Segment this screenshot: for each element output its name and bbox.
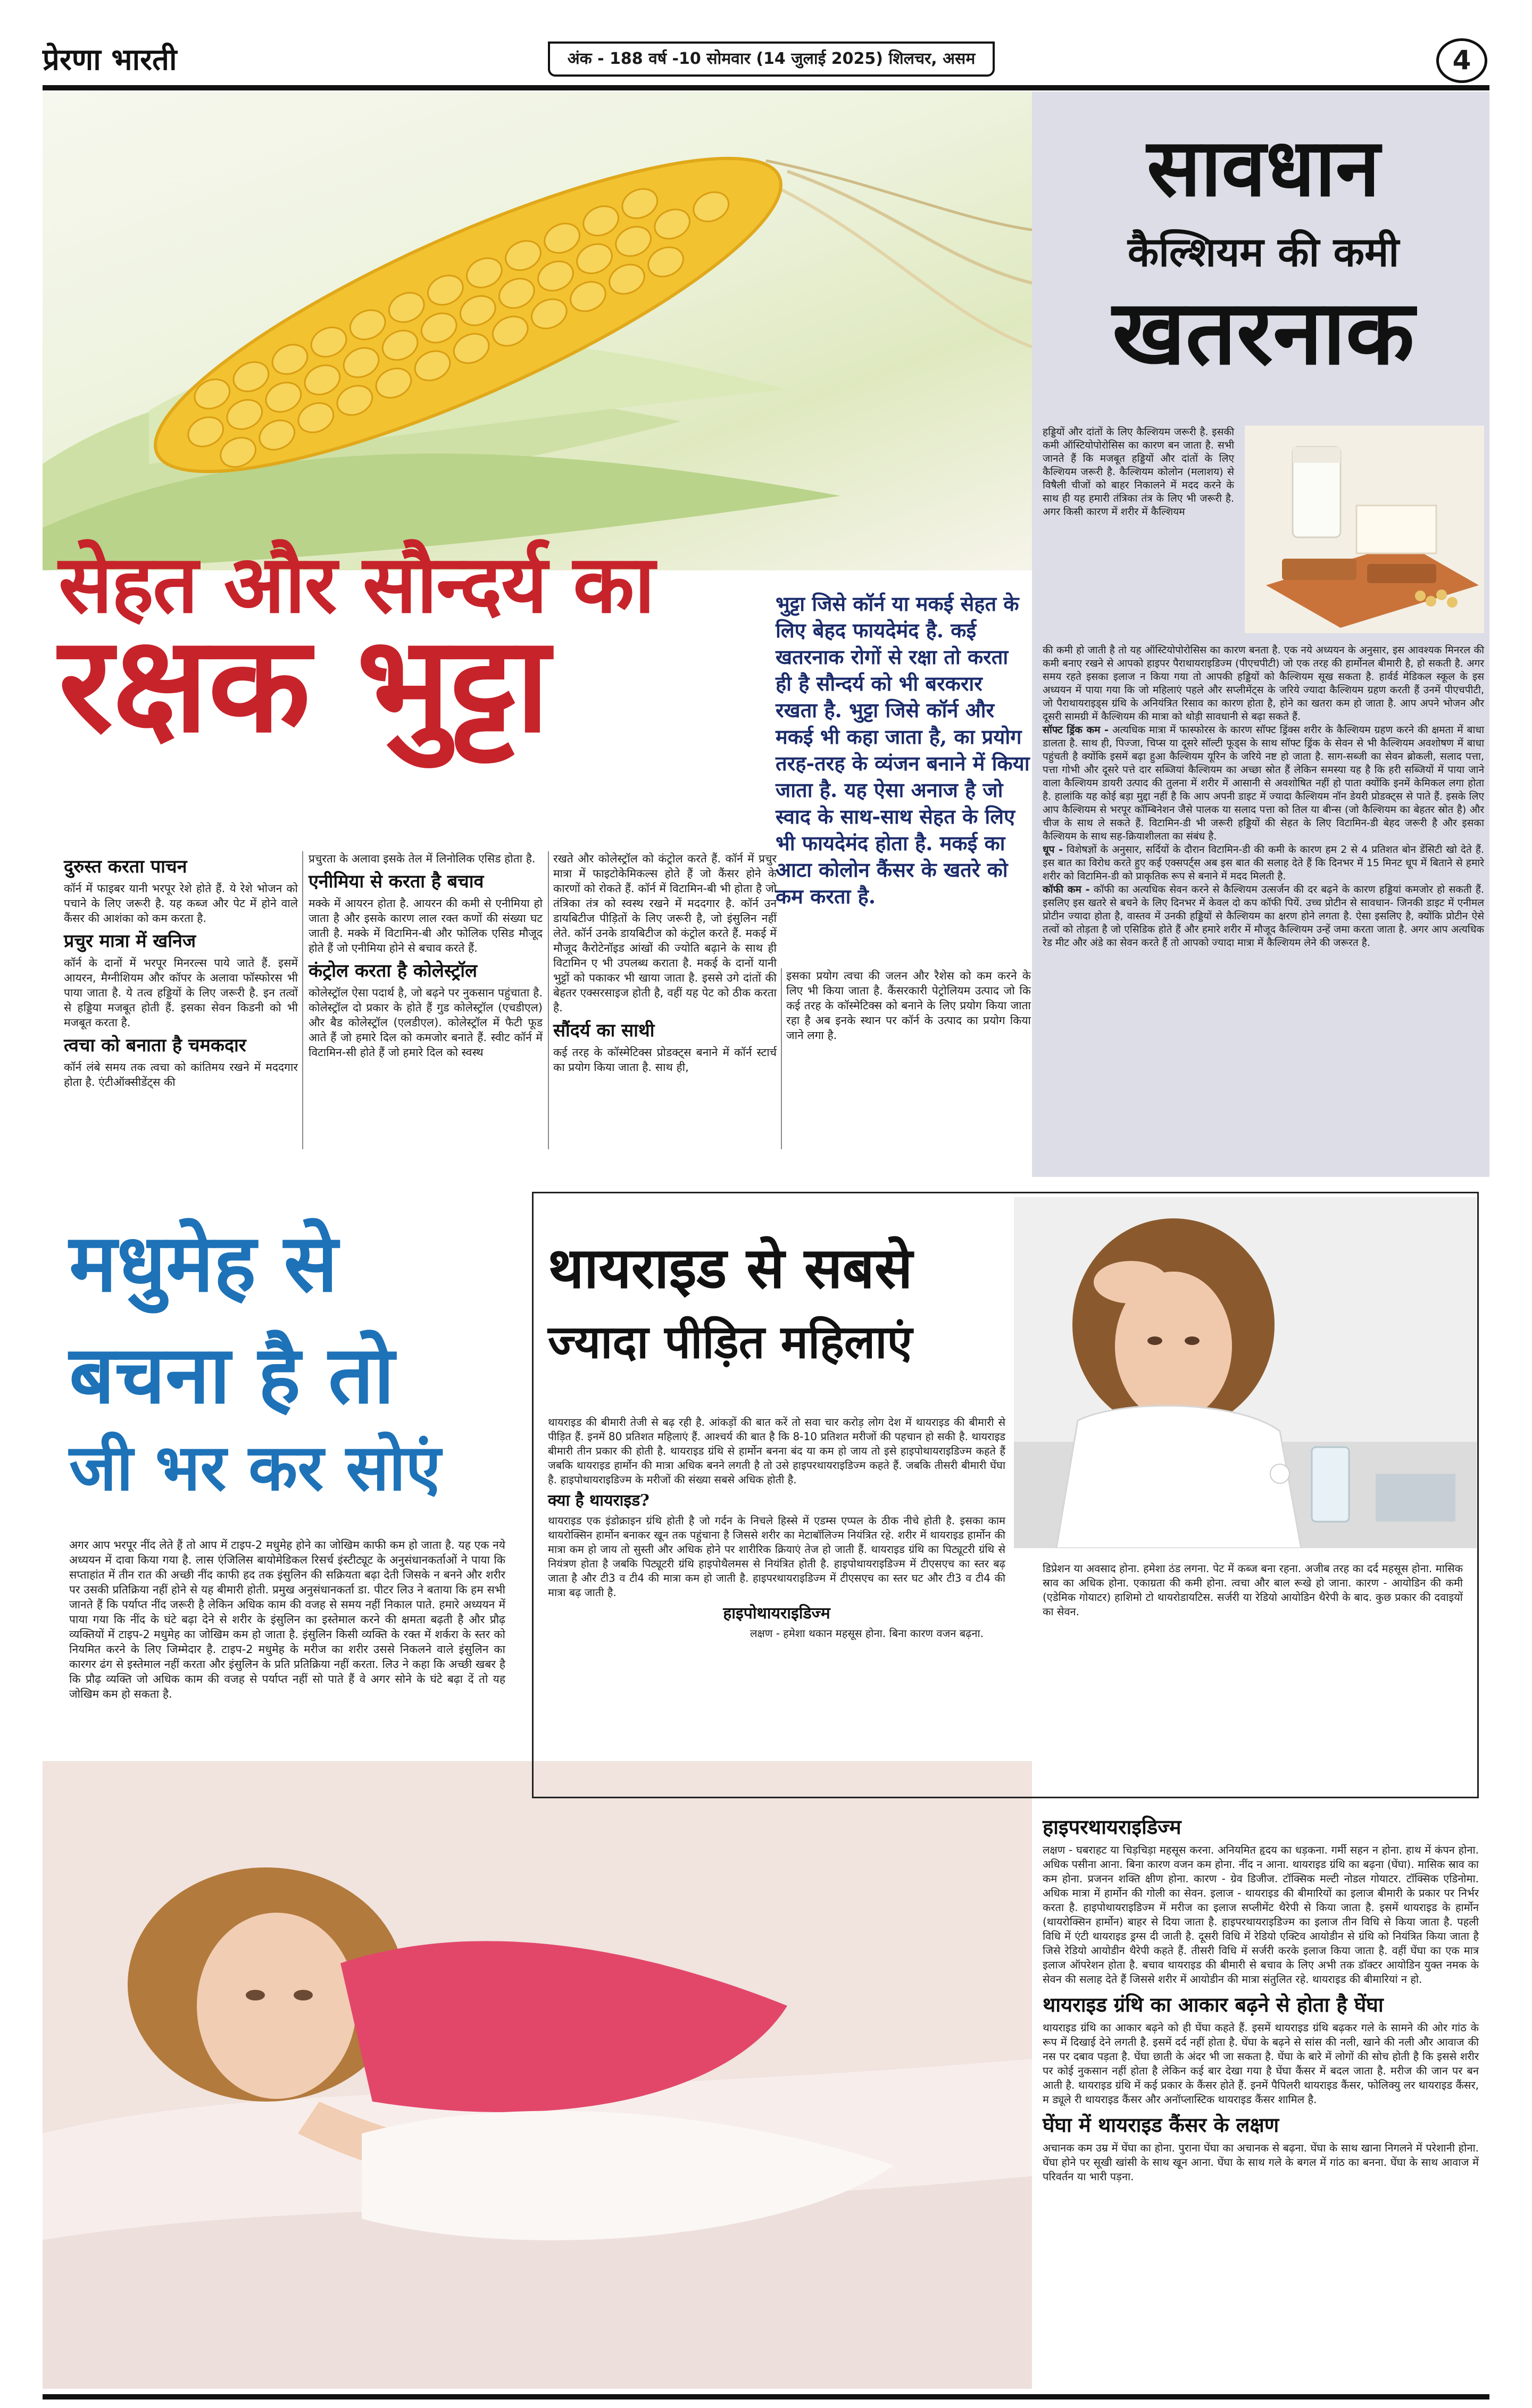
page-number: 4: [1436, 38, 1487, 83]
masthead: [0, 0, 1532, 85]
column-divider: [781, 968, 782, 1149]
diabetes-paragraph: अगर आप भरपूर नींद लेते हैं तो आप में टाइप-2 मधुमेह होने का जोखिम काफी कम हो जाता है. यह एक नये अध्ययन में दावा किया गया है. लास एंजिलिस बायोमेडिकल रिसर्च इंस्टीट्यूट के अनुसंधानकर्ताओं ने पाया कि सप्ताहांत में तीन रात की अच्छी नींद काफी हद तक इंसुलिन की सक्रियता बढ़ा देती जिसके न बनने और शरीर पर उसकी प्रतिक्रिया नहीं होने से यह बीमारी होती. प्रमुख अनुसंधानकर्ता डा. पीटर लिउ ने बताया कि हम सभी जानते हैं कि पर्याप्त नींद जरूरी है लेकिन अधिक काम की वजह से समय नहीं निकाल पाते. हमारे अध्ययन में पाया गया कि नींद के घंटे बढ़ा देने से शरीर के इंसुलिन का इस्तेमाल करने की क्षमता बढ़ती है और प्रौढ़ व्यक्तियों में टाइप-2 मधुमेह का जोखिम कम हो जाता है. इंसुलिन किसी व्यक्ति के रक्त में शर्करा के स्तर को नियमित करने के लिए जिम्मेदार है. टाइप-2 मधुमेह के मरीज का शरीर उससे निकलने वाले इंसुलिन का कारगर ढंग से इस्तेमाल नहीं करता और इंसुलिन के प्रति प्रतिक्रिया नहीं करता. लिउ ने कहा कि अच्छी खबर है कि प्रौढ़ व्यक्ति जो अधिक काम की वजह से पर्याप्त नहीं सो पाते हैं वे अगर सोने के घंटे बढ़ा दें तो यह जोखिम कम हो सकता है.: [69, 1539, 505, 1700]
thyroid-column-2: [1043, 1562, 1463, 1619]
diabetes-headline-3: जी भर कर सोएं: [69, 1431, 441, 1505]
thyroid-column-1: [548, 1415, 1005, 1641]
calcium-paragraph: विशेषज्ञों के अनुसार, सर्दियों के दौरान विटामिन-डी की कमी के कारण हम 2 से 4 प्रतिशत बोन डेंसिटी खो देते हैं. इस बात का विरोध करते हुए कई एक्सपर्ट्स अब इस बात की सलाह देते हैं कि दिनभर में 15 मिनट धूप में बिताने से हमारे शरीर को विटामिन-डी को प्राकृतिक रूप से बनाने में मदद मिलती है.: [1043, 844, 1484, 882]
thyroid-paragraph: लक्षण - घबराहट या चिड़चिड़ा महसूस करना. अनियमित हृदय का धड़कना. गर्मी सहन न होना. हाथ में कंपन होना. अधिक पसीना आना. बिना कारण वजन कम होना. नींद न आना. थायराइड ग्रंथि का बढ़ना (घेंघा). मासिक स्राव का कम होना. प्रजनन शक्ति क्षीण होना. कारण - ग्रेव डिजीज. टॉक्सिक मल्टी नोडल गोयाटर. टॉक्सिक एडिनोमा. अधिक मात्रा में हार्मोन की गोली का सेवन. इलाज - थायराइड की बीमारियों का इलाज बीमारी के प्रकार पर निर्भर करता है. हाइपोथायराइडिज्म में मरीज का इलाज सप्लीमेंट थैरेपी से किया जाता है. इसमें थायराइड के हार्मोन (थायरोक्सिन हार्मोन) बाहर से दिया जाता है. हाइपरथायराइडिज्म का इलाज तीन विधि से किया जाता है. पहली विधि में एंटी थायराइड ड्रग्स दी जाती है. दूसरी विधि में रेडियो एक्टिव आयोडीन से ग्रंथि को नियंत्रित किया जाता है जिसे रेडियो आयोडीन थैरेपी कहते हैं. तीसरी विधि में सर्जरी करके इलाज किया जाता है. वहीं घेंघा का एक मात्र इलाज ऑपरेशन होता है. बचाव थायराइड की बीमारी से बचाव के लिए अभी तक डॉक्टर आयोडिन युक्त नमक के सेवन की सलाह देते हैं जिससे शरीर में आयोडीन की मात्रा संतुलित रहे. थायराइड की बीमारियां न हो.: [1043, 1844, 1479, 1986]
calcium-paragraph: अत्यधिक मात्रा में फास्फोरस के कारण सॉफ्ट ड्रिंक्स शरीर के कैल्शियम ग्रहण करने की क्षमता में बाधा डालता है. साथ ही, पिज्जा, चिप्स या दूसरे सॉल्टी फूड्स के साथ सॉफ्ट ड्रिंक के सेवन से भी कैल्शियम अवशोषण में बाधा पहुंचती है क्योंकि इसमें बढ़ा हुआ कैल्शियम यूरिन के जरिये नष्ट हो जाता है. साग-सब्जी का सेवन ब्रोकली, सलाद पत्ता, पत्ता गोभी और दूसरे पत्ते दार सब्जियां कैल्शियम का अच्छा स्रोत हैं लेकिन समस्या यह है कि हरी सब्जियों में पाया जाने वाला कैल्शियम डायरी उत्पाद की तुलना में शरीर में आसानी से अवशोषित नहीं हो पाता क्योंकि इनमें केमिकल लगा होता है. हालांकि यह कोई बड़ा मुद्दा नहीं है कि आप अपनी डाइट में ज्यादा कैल्शियम नॉन डेयरी प्रोडक्ट्स से पाते हैं. इसके लिए आप कैल्शियम से भरपूर कॉम्बिनेशन जैसे पालक या सलाद पत्ता को तिल या बीन्स (जो कैल्शियम का बेहतर स्रोत है) और चीज के साथ ले सकते हैं. विटामिन-डी भी जरूरी हड्डियों की सेहत के लिए विटामिन-डी बेहद जरूरी है और इसका कैल्शियम के साथ सह-क्रियाशीलता का संबंध है.: [1043, 724, 1484, 842]
calcium-paragraph: हड्डियों और दांतों के लिए कैल्शियम जरूरी है. इसकी कमी ऑस्टियोपोरोसिस का कारण बन जाता है. सभी जानते हैं कि मजबूत हड्डियों और दांतों के लिए कैल्शियम जरूरी है. कैल्शियम कोलोन (मलाशय) से विषैली चीजों को बाहर निकालने में मदद करने के साथ ही यह हमारी तंत्रिका तंत्र के लिए भी जरूरी है. अगर किसी कारण में शरीर में कैल्शियम: [1043, 426, 1234, 518]
calcium-body-column: [1043, 644, 1484, 950]
column-divider: [548, 851, 549, 1149]
top-rule: [43, 85, 1489, 90]
thyroid-woman-photo: [1014, 1197, 1477, 1548]
sleeping-woman-photo: [43, 1761, 1032, 2389]
corn-subheading: एनीमिया से करता है बचाव: [309, 871, 484, 892]
thyroid-paragraph: डिप्रेशन या अवसाद होना. हमेशा ठंड लगना. पेट में कब्ज बना रहना. अजीब तरह का दर्द महसूस होना. मासिक स्राव का अधिक होना. एकाग्रता की कमी होना. त्वचा और बाल रूखे हो जाना. कारण - आयोडिन की कमी (एडेमिक गोयाटर) हाशिमो टो थायरोडायटिस. सर्जरी या रेडियो आयोडिन थैरेपी के बाद. कुछ प्रकार की दवाइयों का सेवन.: [1043, 1562, 1463, 1618]
milk-cheese-illustration: [1245, 426, 1484, 633]
calcium-label: कॉफी कम -: [1043, 884, 1090, 895]
thyroid-subheading: थायराइड ग्रंथि का आकार बढ़ने से होता है घेंघा: [1043, 1992, 1384, 2016]
bottom-rule: [43, 2394, 1489, 2399]
calcium-label: धूप -: [1043, 844, 1063, 856]
thyroid-paragraph: थायराइड एक इंडोक्राइन ग्रंथि होती है जो गर्दन के निचले हिस्से में एडम्स एप्पल के ठीक नीचे होती है. इसका काम थायरोक्सिन हार्मोन बनाकर खून तक पहुंचाना है जिससे शरीर का मेटाबॉलिज्म नियंत्रित रहे. शरीर में थायराइड हार्मोन की मात्रा कम हो जाय तो सुस्ती और अधिक होने पर शारीरिक क्रियाएं तेज हो जाती हैं. थायराइड ग्रंथि का पिट्यूटरी ग्रंथि से नियंत्रण होता है जबकि पिट्यूटरी ग्रंथि हाइपोथैलमस से नियंत्रित होती है. हाइपोथायराइडिज्म में टीएसएच का स्तर बढ़ जाता है और टी3 व टी4 की मात्रा कम हो जाती है. हाइपरथायराइडिज्म में टीएसएच का स्तर घट और टी3 व टी4 की मात्रा बढ़ जाती है.: [548, 1514, 1005, 1599]
corn-paragraph: कॉर्न लंबे समय तक त्वचा को कांतिमय रखने में मददगार होता है. एंटीऑक्सीडेंट्स की: [64, 1061, 298, 1089]
thyroid-column-3: [1043, 1809, 1479, 2184]
thyroid-subheading: हाइपोथायराइडिज्म: [723, 1604, 830, 1623]
calcium-paragraph: कॉफी का अत्यधिक सेवन करने से कैल्शियम उत्सर्जन की दर बढ़ने के कारण हड्डियां कमजोर हो सकती हैं. इसलिए इस खतरे से बचने के लिए दिनभर में केवल दो कप कॉफी पियें. उच्च प्रोटीन से सावधान- जिनकी डाइट में एनीमल प्रोटीन ज्यादा होता है, वास्तव में उनकी हड्डियों से कैल्शियम का क्षरण होने लगता है. ऐसा इसलिए है, क्योंकि प्रोटीन ऐसे तत्वों को तोड़ता है जो एसिडिक होते हैं और हमारे शरीर में मौजूद कैल्शियम उन्हें जमा करता जाता है. अगर आप अत्यधिक रेड मीट और अंडे का सेवन करते हैं तो आपको ज्यादा मात्रा में कैल्शियम लेने की जरूरत है.: [1043, 884, 1484, 949]
calcium-headline-3: खतरनाक: [1112, 279, 1414, 385]
calcium-headline-2: कैल्शियम की कमी: [1127, 228, 1400, 276]
calcium-label: सॉफ्ट ड्रिंक कम -: [1043, 724, 1109, 736]
thyroid-subheading: हाइपरथायराइडिज्म: [1043, 1815, 1181, 1839]
corn-subheading: त्वचा को बनाता है चमकदार: [64, 1035, 246, 1056]
calcium-intro-column: [1043, 426, 1234, 519]
corn-paragraph: कई तरह के कॉस्मेटिक्स प्रोडक्ट्स बनाने में कॉर्न स्टार्च का प्रयोग किया जाता है. साथ ही,: [553, 1046, 777, 1074]
thyroid-paragraph: लक्षण - हमेशा थकान महसूस होना. बिना कारण वजन बढ़ना.: [750, 1627, 984, 1640]
corn-column-1: [64, 851, 298, 1090]
corn-subheading: प्रचुर मात्रा में खनिज: [64, 931, 196, 952]
thyroid-paragraph: थायराइड ग्रंथि का आकार बढ़ने को ही घेंघा कहते हैं. इसमें थायराइड ग्रंथि बढ़कर गले के सामने की ओर गांठ के रूप में दिखाई देने लगती है. इसमें दर्द नहीं होता है. घेंघा के बढ़ने से सांस की नली, खाने की नली और आवाज की नस पर दबाव पड़ता है. घेंघा छाती के अंदर भी जा सकता है. घेंघा के बारे में लोगों की सोच होती है कि इससे शरीर पर कोई नुकसान नहीं होता है लेकिन कई बार देखा गया है घेंघा कैंसर में बदल जाता है. मरीज की जान पर बन आती है. थायराइड ग्रंथि में कई प्रकार के कैंसर होते हैं. इनमें पैपिलरी थायराइड कैंसर, फोलिक्यु लर थायराइड कैंसर, म ड्यूले री थायराइड कैंसर और अनॉप्लास्टिक थायराइड कैंसर शामिल है.: [1043, 2021, 1479, 2106]
newspaper-name: प्रेरणा भारती: [43, 42, 177, 77]
corn-paragraph: रखते और कोलेस्ट्रॉल को कंट्रोल करते हैं. कॉर्न में प्रचुर मात्रा में फाइटोकेमिकल्स होते हैं जो कैंसर होने के कारणों को रोकते हैं. कॉर्न में विटामिन-बी भी होता है जो तंत्रिका तंत्र को स्वस्थ रखने में मददगार है. कॉर्न उन डायबिटीज पीड़ितों के लिए जरूरी है, जो इंसुलिन नहीं लेते. कॉर्न उनके डायबिटीज को कंट्रोल करते हैं. मकई में मौजूद कैरोटेनॉइड आंखों की ज्योति बढ़ाने के साथ ही विटामिन ए भी उपलब्ध कराता है. मकई के दानों यानी भुट्टों को पकाकर भी खाया जाता है. इससे उगे दांतों की बेहतर एक्सरसाइज होती है, वहीं यह पेट को ठीक करता है.: [553, 852, 777, 1014]
corn-paragraph: कोलेस्ट्रॉल ऐसा पदार्थ है, जो बढ़ने पर नुकसान पहुंचाता है. कोलेस्ट्रॉल दो प्रकार के होते हैं गुड कोलेस्ट्रॉल (एचडीएल) और बैड कोलेस्ट्रॉल (एलडीएल). कोलेस्ट्रॉल में फैटी फूड आते हैं जो हमारे दिल को कमजोर बनाते हैं. स्वीट कॉर्न में विटामिन-सी होते हैं जो हमारे दिल को स्वस्थ: [309, 986, 543, 1059]
corn-column-3: [553, 851, 777, 1075]
thyroid-subheading: क्या है थायराइड?: [548, 1491, 650, 1510]
corn-paragraph: इसका प्रयोग त्वचा की जलन और रैशेस को कम करने के लिए भी किया जाता है. कैंसरकारी पेट्रोलियम उत्पाद जो कि कई तरह के कॉस्मेटिक्स को बनाने के लिए प्रयोग किया जाता रहा है अब इनके स्थान पर कॉर्न के उत्पाद का प्रयोग किया जाने लगा है.: [786, 969, 1031, 1042]
issue-info: अंक - 188 वर्ष -10 सोमवार (14 जुलाई 2025) शिलचर, असम: [548, 41, 995, 77]
corn-headline-line1: सेहत और सौन्दर्य का: [59, 537, 654, 631]
thyroid-headline-1: थायराइड से सबसे: [548, 1234, 913, 1301]
corn-photo: [43, 92, 1032, 570]
diabetes-headline-2: बचना है तो: [69, 1329, 395, 1422]
corn-headline-line2: रक्षक भुट्टा: [59, 605, 550, 762]
corn-illustration: [43, 92, 1032, 570]
thyroid-headline-2: ज्यादा पीड़ित महिलाएं: [548, 1315, 913, 1369]
dairy-photo: [1245, 426, 1484, 633]
column-divider: [302, 851, 303, 1149]
corn-subheading: दुरुस्त करता पाचन: [64, 856, 187, 877]
calcium-headline-1: सावधान: [1146, 121, 1380, 214]
diabetes-body: [69, 1538, 505, 1701]
corn-lead-paragraph: भुट्टा जिसे कॉर्न या मकई सेहत के लिए बेहद फायदेमंद है. कई खतरनाक रोगों से रक्षा तो करता ही है सौन्दर्य को भी बरकरार रखता है. भुट्टा जिसे कॉर्न और मकई भी कहा जाता है, का प्रयोग तरह-तरह के व्यंजन बनाने में किया जाता है. यह ऐसा अनाज है जो स्वाद के साथ-साथ सेहत के लिए भी फायदेमंद होता है. मकई का आटा कोलोन कैंसर के खतरे को कम करता है.: [776, 592, 1030, 908]
calcium-paragraph: की कमी हो जाती है तो यह ऑस्टियोपोरोसिस का कारण बनता है. एक नये अध्ययन के अनुसार, इस आवश्यक मिनरल की कमी बनाए रखने से आपको हाइपर पैराथायराइडिज्म (पीएचपीटी) जो एक तरह की हार्मोनल बीमारी है, हो सकती है. अगर समय रहते इसका इलाज न किया गया तो आपकी हड्डियों को कैल्शियम सूख सकता है. हार्वर्ड मेडिकल स्कूल के इस अध्ययन में पाया गया कि जो महिलाएं पहले और सप्लीमेंट्स के जरिये ज्यादा कैल्शियम ग्रहण करती हैं उनमें पीएचपीटी, जो पैराथायराइड्स ग्रंथि के अनियंत्रित रिसाव का कारण होता है, होने का खतरा कम हो जाता है. आप अपने भोजन और दूसरी सामग्री में कैल्शियम की मात्रा को थोड़ी सावधानी से बढ़ा सकते हैं.: [1043, 644, 1484, 723]
tired-woman-illustration: [1014, 1197, 1477, 1548]
thyroid-subheading: घेंघा में थायराइड कैंसर के लक्षण: [1043, 2113, 1279, 2137]
thyroid-paragraph: थायराइड की बीमारी तेजी से बढ़ रही है. आंकड़ों की बात करें तो सवा चार करोड़ लोग देश में थायराइड की बीमारी से पीड़ित हैं. इनमें 80 प्रतिशत महिलाएं हैं. आश्चर्य की बात है कि 8-10 प्रतिशत मरीजों की पहचान हो सकी है. थायराइड बीमारी तीन प्रकार की होती है. थायराइड ग्रंथि से हार्मोन बनना बंद या कम हो जाय तो इसे हाइपोथायराइडिज्म कहते हैं जबकि थायराइड हार्मोन की मात्रा अधिक बनने लगती है तो उसे हाइपरथायराइडिज्म कहते हैं. जबकि तीसरी बीमारी घेंघा है. हाइपोथायराइडिज्म के मरीजों की संख्या सबसे अधिक होती है.: [548, 1416, 1005, 1486]
corn-subheading: सौंदर्य का साथी: [553, 1020, 655, 1041]
diabetes-headline-1: मधुमेह से: [69, 1217, 338, 1310]
corn-column-2: [309, 851, 543, 1060]
thyroid-paragraph: अचानक कम उम्र में घेंघा का होना. पुराना घेंघा का अचानक से बढ़ना. घेंघा के साथ खाना निगलने में परेशानी होना. घेंघा होने पर सूखी खांसी के साथ खून आना. घेंघा के साथ गले के बगल में गांठ का बनना. घेंघा के साथ आवाज में परिवर्तन या भारी पड़ना.: [1043, 2141, 1479, 2183]
corn-paragraph: प्रचुरता के अलावा इसके तेल में लिनोलिक एसिड होता है.: [309, 852, 536, 865]
corn-paragraph: कॉर्न के दानों में भरपूर मिनरल्स पाये जाते हैं. इसमें आयरन, मैग्नीशियम और कॉपर के अलावा फॉस्फोरस भी पाया जाता है. ये तत्व हड्डियों के लिए जरूरी है. इन तत्वों से हड्डिया मजबूत होती हैं. इसका सेवन किडनी को भी मजबूत करता है.: [64, 957, 298, 1029]
corn-column-4: [786, 968, 1031, 1043]
corn-subheading: कंट्रोल करता है कोलेस्ट्रॉल: [309, 960, 478, 982]
sleeping-woman-illustration: [43, 1761, 1032, 2389]
corn-paragraph: कॉर्न में फाइबर यानी भरपूर रेशे होते हैं. ये रेशे भोजन को पचाने के लिए जरूरी है. यह कब्ज और पेट में होने वाले कैंसर की आशंका को कम करता है.: [64, 882, 298, 925]
corn-paragraph: मक्के में आयरन होता है. आयरन की कमी से एनीमिया हो जाता है और इसके कारण लाल रक्त कणों की संख्या घट जाती है. मक्के में विटामिन-बी और फोलिक एसिड मौजूद होते हैं जो एनीमिया होने से बचाव करते हैं.: [309, 897, 543, 954]
